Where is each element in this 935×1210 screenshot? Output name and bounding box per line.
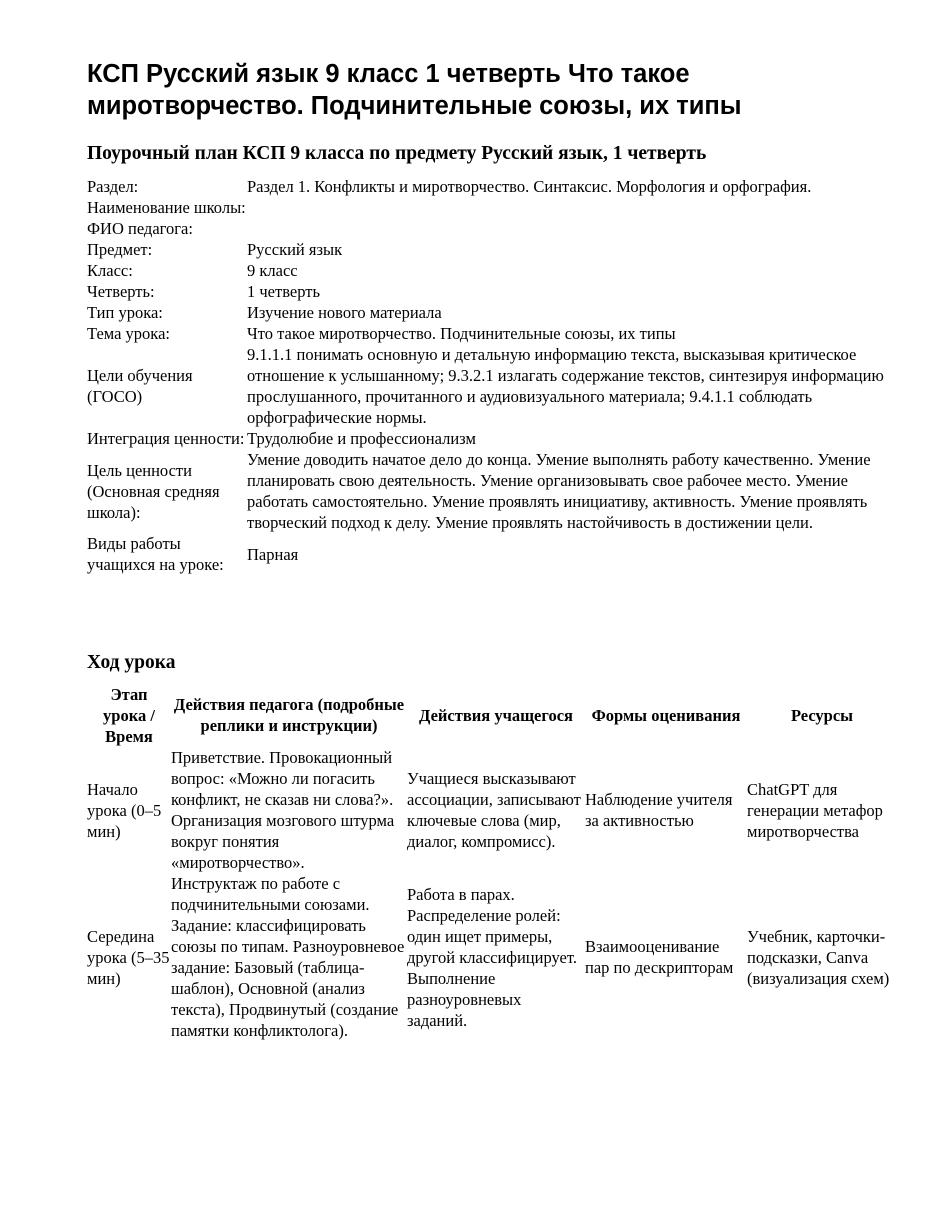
teacher-actions-cell: Инструктаж по работе с подчинительными союзами. Задание: классифицировать союзы по типам. Разноуровневое задание: Базовый (таблица-шаблон), Основной (анализ текста), Продвинутый (создание памятки конфликтолога). (171, 874, 405, 1040)
plan-subtitle: Поурочный план КСП 9 класса по предмету Русский язык, 1 четверть (87, 143, 707, 164)
info-label: Виды работы учащихся на уроке: (87, 534, 224, 574)
teacher-actions-cell: Приветствие. Провокационный вопрос: «Можно ли погасить конфликт, не сказав ни слова?». Организация мозгового штурма вокруг понятия «миротворчество». (171, 748, 395, 872)
info-label: Цели обучения (ГОСО) (87, 366, 193, 406)
assessment-cell: Наблюдение учителя за активностью (585, 790, 733, 830)
info-value: 9 класс (247, 261, 298, 280)
info-row-value-integration (87, 428, 887, 449)
stage-cell: Начало урока (0–5 мин) (87, 779, 162, 841)
info-value: 1 четверть (247, 282, 320, 301)
lesson-info-table (87, 176, 887, 575)
info-row-value-goal (87, 449, 887, 533)
info-label: ФИО педагога: (87, 219, 193, 238)
info-value: Парная (247, 544, 299, 564)
info-value: Раздел 1. Конфликты и миротворчество. Синтаксис. Морфология и орфография. (247, 177, 812, 196)
info-row-subject (87, 239, 887, 260)
stage-cell: Середина урока (5–35 мин) (87, 926, 170, 988)
info-label: Предмет: (87, 240, 153, 259)
header-assessment: Формы оценивания (591, 705, 741, 725)
info-value: Изучение нового материала (247, 303, 442, 322)
info-row-grade (87, 260, 887, 281)
info-label: Интеграция ценности: (87, 429, 245, 448)
info-label: Тип урока: (87, 303, 163, 322)
info-value: Русский язык (247, 240, 343, 259)
student-actions-cell: Работа в парах. Распределение ролей: один ищет примеры, другой классифицирует. Выполнение разноуровневых заданий. (407, 884, 577, 1030)
info-row-school (87, 197, 887, 218)
info-label: Раздел: (87, 177, 139, 196)
info-value: Умение доводить начатое дело до конца. Умение выполнять работу качественно. Умение планировать свою деятельность. Умение организовывать свое рабочее место. Умение работать самостоятельно. Умение проявлять инициативу, активность. Умение проявлять творческий подход к делу. Умение проявлять настойчивость в достижении цели. (247, 450, 871, 532)
info-label: Класс: (87, 261, 133, 280)
student-actions-cell: Учащиеся высказывают ассоциации, записывают ключевые слова (мир, диалог, компромисс). (407, 769, 581, 851)
resources-cell: ChatGPT для генерации метафор миротворчества (747, 779, 883, 841)
info-label: Четверть: (87, 282, 155, 301)
info-row-section (87, 176, 887, 197)
lesson-progress-table (87, 683, 897, 1041)
info-value (247, 218, 887, 239)
info-row-teacher (87, 218, 887, 239)
header-student-actions: Действия учащегося (419, 705, 573, 725)
table-row (87, 747, 897, 873)
header-stage: Этап урока / Время (103, 684, 155, 746)
info-row-work-types (87, 533, 887, 575)
table-row (87, 873, 897, 1041)
document-title: КСП Русский язык 9 класс 1 четверть Что такое миротворчество. Подчинительные союзы, их типы (87, 60, 742, 120)
header-teacher-actions: Действия педагога (подробные реплики и инструкции) (173, 695, 405, 735)
assessment-cell: Взаимооценивание пар по дескрипторам (585, 937, 734, 977)
lesson-progress-heading: Ход урока (87, 652, 176, 673)
info-value: 9.1.1.1 понимать основную и детальную информацию текста, высказывая критическое отношение к услышанному; 9.3.2.1 излагать содержание текстов, синтезируя информацию прослушанного, прочитанного и аудиовизуального материала; 9.4.1.1 соблюдать орфографические нормы. (247, 345, 884, 427)
info-value: Что такое миротворчество. Подчинительные союзы, их типы (247, 324, 676, 343)
info-row-quarter (87, 281, 887, 302)
info-label: Тема урока: (87, 324, 170, 343)
info-value (247, 197, 887, 218)
info-row-topic (87, 323, 887, 344)
info-row-learning-goals (87, 344, 887, 428)
info-label: Цель ценности (Основная средняя школа): (87, 460, 220, 522)
header-resources: Ресурсы (790, 705, 854, 725)
info-row-lesson-type (87, 302, 887, 323)
info-label: Наименование школы: (87, 198, 246, 217)
resources-cell: Учебник, карточки-подсказки, Canva (визуализация схем) (747, 926, 890, 988)
info-value: Трудолюбие и профессионализм (247, 429, 476, 448)
table-header-row (87, 683, 897, 747)
